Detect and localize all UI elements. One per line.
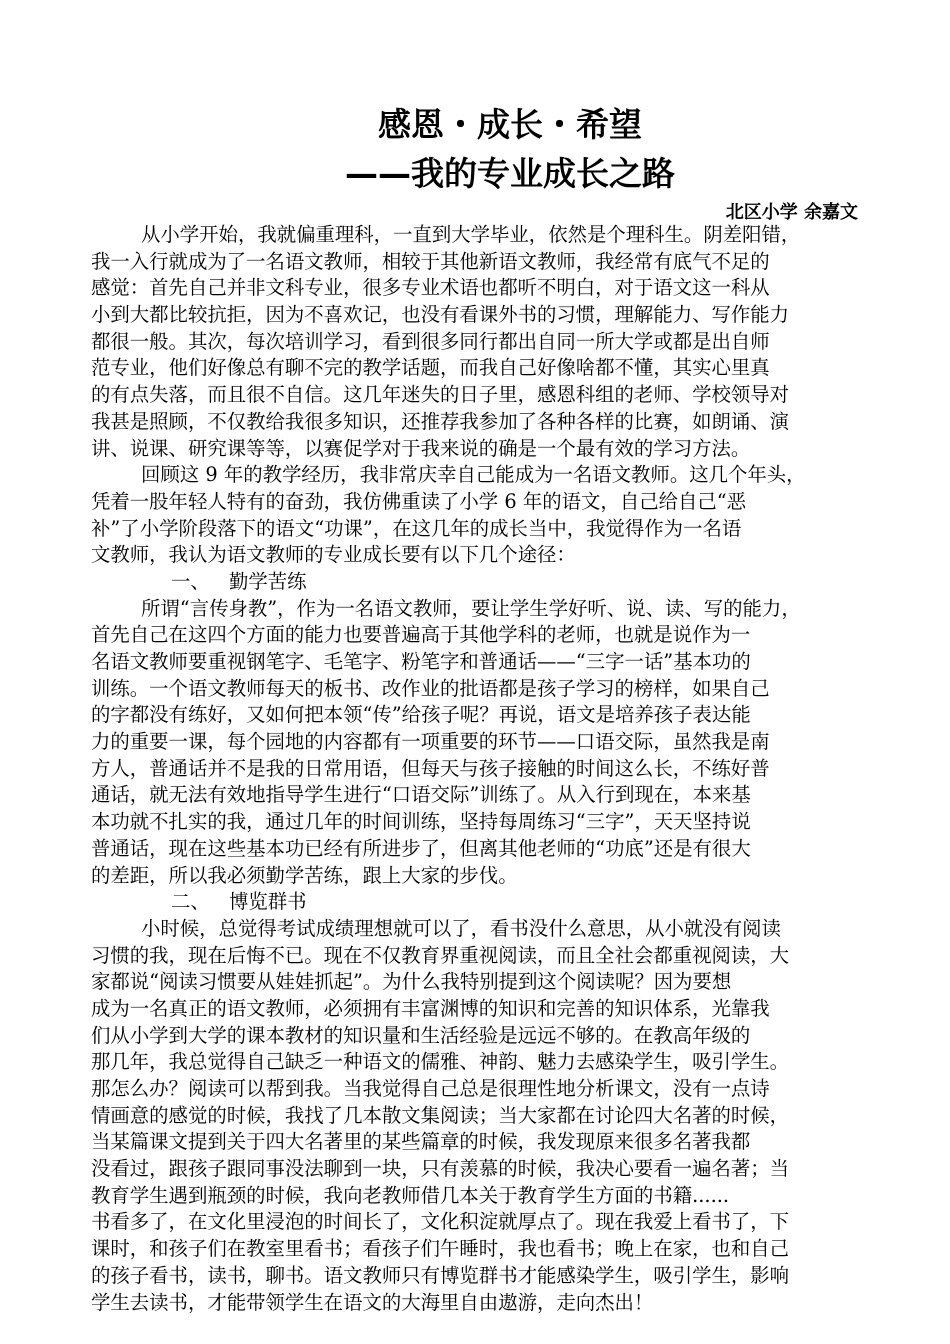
paragraph-line: 本功就不扎实的我，通过几年的时间训练，坚持每周练习“三字”，天天坚持说 xyxy=(91,810,751,834)
paragraph-first-line: 小时候，总觉得考试成绩理想就可以了，看书没什么意思，从小就没有阅读 xyxy=(141,916,781,940)
paragraph-line: 我一入行就成为了一名语文教师，相较于其他新语文教师，我经常有底气不足的 xyxy=(91,249,770,273)
paragraph-line: 书看多了，在文化里浸泡的时间长了，文化积淀就厚点了。现在我爱上看书了，下 xyxy=(91,1210,790,1234)
paragraph-line: 家都说“阅读习惯要从娃娃抓起”。为什么我特别提到这个阅读呢？因为要想 xyxy=(91,970,732,994)
paragraph-line: 训练。一个语文教师每天的板书、改作业的批语都是孩子学习的榜样，如果自己 xyxy=(91,676,770,700)
paragraph-line: 讲、说课、研究课等等，以赛促学对于我来说的确是一个最有效的学习方法。 xyxy=(91,436,751,460)
section-heading xyxy=(91,569,861,596)
paragraph-line: 补”了小学阶段落下的语文“功课”，在这几年的成长当中，我觉得作为一名语 xyxy=(91,516,742,540)
section-heading-number: 一、 xyxy=(171,569,210,593)
paragraph-line: 的有点失落，而且很不自信。这几年迷失的日子里，感恩科组的老师、学校领导对 xyxy=(91,383,790,407)
paragraph-line: 学生去读书，才能带领学生在语文的大海里自由遨游，走向杰出！ xyxy=(91,1290,654,1314)
paragraph-line: 的孩子看书，读书，聊书。语文教师只有博览群书才能感染学生，吸引学生，影响 xyxy=(91,1263,790,1287)
paragraph-line: 那怎么办？阅读可以帮到我。当我觉得自己总是很理性地分析课文，没有一点诗 xyxy=(91,1077,770,1100)
paragraph-line: 的字都没有练好，又如何把本领“传”给孩子呢？再说，语文是培养孩子表达能 xyxy=(91,703,751,727)
paragraph-line: 名语文教师要重视钢笔字、毛笔字、粉笔字和普通话——“三字一话”基本功的 xyxy=(91,650,751,673)
paragraph-line: 们从小学到大学的课本教材的知识量和生活经验是远远不够的。在教高年级的 xyxy=(91,1023,751,1047)
paragraph-first-line: 所谓“言传身教”，作为一名语文教师，要让学生学好听、说、读、写的能力， xyxy=(141,596,801,620)
author-line: 北区小学 余嘉文 xyxy=(725,202,858,223)
document-title: 感恩・成长・希望 xyxy=(378,105,642,144)
paragraph-line: 我甚是照顾，不仅教给我很多知识，还推荐我参加了各种各样的比赛，如朗诵、演 xyxy=(91,409,790,433)
paragraph-line: 习惯的我，现在后悔不已。现在不仅教育界重视阅读，而且全社会都重视阅读，大 xyxy=(91,943,790,967)
paragraph-line: 的差距，所以我必须勤学苦练，跟上大家的步伐。 xyxy=(91,863,518,887)
paragraph-line: 情画意的感觉的时候，我找了几本散文集阅读；当大家都在讨论四大名著的时候， xyxy=(91,1103,790,1127)
paragraph-line: 凭着一股年轻人特有的奋劲，我仿佛重读了小学 6 年的语文，自己给自己“恶 xyxy=(91,489,747,513)
paragraph-line: 感觉：首先自己并非文科专业，很多专业术语也都听不明白，对于语文这一科从 xyxy=(91,276,770,300)
paragraph-line: 通话，就无法有效地指导学生进行“口语交际”训练了。从入行到现在，本来基 xyxy=(91,783,751,807)
body-text xyxy=(91,222,861,1316)
paragraph-line: 方人，普通话并不是我的日常用语，但每天与孩子接触的时间这么长，不练好普 xyxy=(91,756,770,780)
paragraph-line: 那几年，我总觉得自己缺乏一种语文的儒雅、神韵、魅力去感染学生，吸引学生。 xyxy=(91,1050,790,1074)
paragraph-line: 都很一般。其次，每次培训学习，看到很多同行都出自同一所大学或都是出自师 xyxy=(91,329,770,353)
paragraph-line: 教育学生遇到瓶颈的时候，我向老教师借几本关于教育学生方面的书籍...... xyxy=(91,1183,730,1207)
paragraph-line: 文教师，我认为语文教师的专业成长要有以下几个途径： xyxy=(91,543,576,567)
section-heading-number: 二、 xyxy=(171,890,210,914)
paragraph-line: 普通话，现在这些基本功已经有所进步了，但离其他老师的“功底”还是有很大 xyxy=(91,836,751,860)
paragraph-first-line: 从小学开始，我就偏重理科，一直到大学毕业，依然是个理科生。阴差阳错， xyxy=(141,223,801,246)
section-heading xyxy=(91,889,861,916)
section-heading-text: 勤学苦练 xyxy=(229,569,307,593)
paragraph-line: 当某篇课文提到关于四大名著里的某些篇章的时候，我发现原来很多名著我都 xyxy=(91,1130,751,1154)
paragraph-line: 成为一名真正的语文教师，必须拥有丰富渊博的知识和完善的知识体系，光靠我 xyxy=(91,996,770,1020)
paragraph-line: 没看过，跟孩子跟同事没法聊到一块，只有羡慕的时候，我决心要看一遍名著；当 xyxy=(91,1157,790,1181)
paragraph-line: 力的重要一课，每个园地的内容都有一项重要的环节——口语交际，虽然我是南 xyxy=(91,730,770,754)
paragraph-line: 首先自己在这四个方面的能力也要普遍高于其他学科的老师，也就是说作为一 xyxy=(91,623,751,647)
section-heading-text: 博览群书 xyxy=(229,890,307,914)
paragraph-first-line: 回顾这 9 年的教学经历，我非常庆幸自己能成为一名语文教师。这几个年头， xyxy=(141,463,806,487)
paragraph-line: 课时，和孩子们在教室里看书；看孩子们午睡时，我也看书；晚上在家，也和自己 xyxy=(91,1237,790,1261)
paragraph-line: 小到大都比较抗拒，因为不喜欢记，也没有看课外书的习惯，理解能力、写作能力 xyxy=(91,303,790,327)
paragraph-line: 范专业，他们好像总有聊不完的教学话题，而我自己好像啥都不懂，其实心里真 xyxy=(91,356,770,380)
document-subtitle: ——我的专业成长之路 xyxy=(345,154,675,193)
